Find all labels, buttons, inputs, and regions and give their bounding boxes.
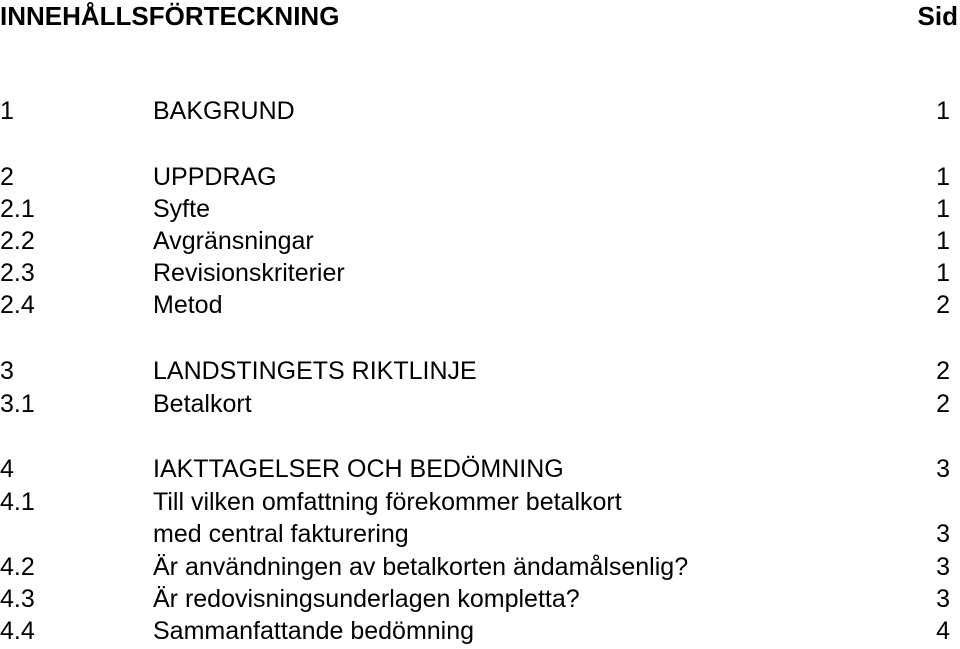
toc-entry-4-3[interactable] xyxy=(0,584,960,614)
toc-entry-title: IAKTTAGELSER OCH BEDÖMNING xyxy=(153,455,564,483)
toc-entry-page: 2 xyxy=(936,291,950,319)
toc-entry-title: Syfte xyxy=(153,195,210,223)
toc-entry-title: Sammanfattande bedömning xyxy=(153,617,475,645)
toc-entry-page: 1 xyxy=(936,195,950,223)
toc-entry-page: 3 xyxy=(936,553,950,581)
toc-entry-page: 1 xyxy=(936,97,950,125)
toc-entry-2-2[interactable] xyxy=(0,226,960,256)
toc-entry-title: Är redovisningsunderlagen kompletta? xyxy=(153,585,580,613)
toc-entry-page: 3 xyxy=(936,520,950,548)
toc-entry-number: 4.3 xyxy=(0,585,35,613)
toc-entry-3[interactable] xyxy=(0,356,960,386)
toc-entry-title: BAKGRUND xyxy=(153,97,295,125)
toc-entry-page: 2 xyxy=(936,390,950,418)
toc-entry-number: 4.2 xyxy=(0,553,35,581)
toc-entry-number: 2.2 xyxy=(0,227,35,255)
toc-entry-page: 1 xyxy=(936,259,950,287)
toc-page-column-label: Sid xyxy=(917,1,958,31)
toc-header xyxy=(0,0,960,32)
toc-entry-2[interactable] xyxy=(0,162,960,192)
toc-entry-4-1[interactable] xyxy=(0,487,960,517)
toc-entry-4-1-continued[interactable] xyxy=(0,519,960,549)
toc-entry-number: 2.4 xyxy=(0,291,35,319)
toc-entry-number: 4 xyxy=(0,455,14,483)
toc-entry-title: Är användningen av betalkorten ändamålsenlig? xyxy=(153,553,689,581)
toc-entry-4[interactable] xyxy=(0,454,960,484)
toc-entry-page: 4 xyxy=(936,617,950,645)
toc-entry-number: 4.4 xyxy=(0,617,35,645)
toc-entry-title: Till vilken omfattning förekommer betalkort xyxy=(153,488,622,516)
toc-entry-title: UPPDRAG xyxy=(153,163,277,191)
toc-entry-title: Revisionskriterier xyxy=(153,259,345,287)
toc-entry-number: 2.1 xyxy=(0,195,35,223)
toc-entry-page: 3 xyxy=(936,585,950,613)
toc-entry-3-1[interactable] xyxy=(0,389,960,419)
toc-entry-1[interactable] xyxy=(0,96,960,126)
toc-entry-2-1[interactable] xyxy=(0,194,960,224)
toc-entry-title: LANDSTINGETS RIKTLINJE xyxy=(153,357,477,385)
toc-entry-4-2[interactable] xyxy=(0,552,960,582)
toc-entry-2-3[interactable] xyxy=(0,258,960,288)
toc-entry-2-4[interactable] xyxy=(0,290,960,320)
toc-entry-number: 4.1 xyxy=(0,488,35,516)
toc-entry-number: 1 xyxy=(0,97,14,125)
toc-entry-title: Betalkort xyxy=(153,390,252,418)
toc-entry-page: 1 xyxy=(936,227,950,255)
toc-entry-4-4[interactable] xyxy=(0,616,960,646)
toc-entry-number: 2 xyxy=(0,163,14,191)
toc-entry-title: med central fakturering xyxy=(153,520,409,548)
toc-entry-page: 3 xyxy=(936,455,950,483)
toc-entry-title: Metod xyxy=(153,291,223,319)
toc-entry-page: 1 xyxy=(936,163,950,191)
toc-title: INNEHÅLLSFÖRTECKNING xyxy=(0,1,340,31)
toc-entry-number: 3 xyxy=(0,357,14,385)
toc-entry-number: 2.3 xyxy=(0,259,35,287)
toc-entry-page: 2 xyxy=(936,357,950,385)
toc-entry-title: Avgränsningar xyxy=(153,227,314,255)
toc-entry-number: 3.1 xyxy=(0,390,35,418)
